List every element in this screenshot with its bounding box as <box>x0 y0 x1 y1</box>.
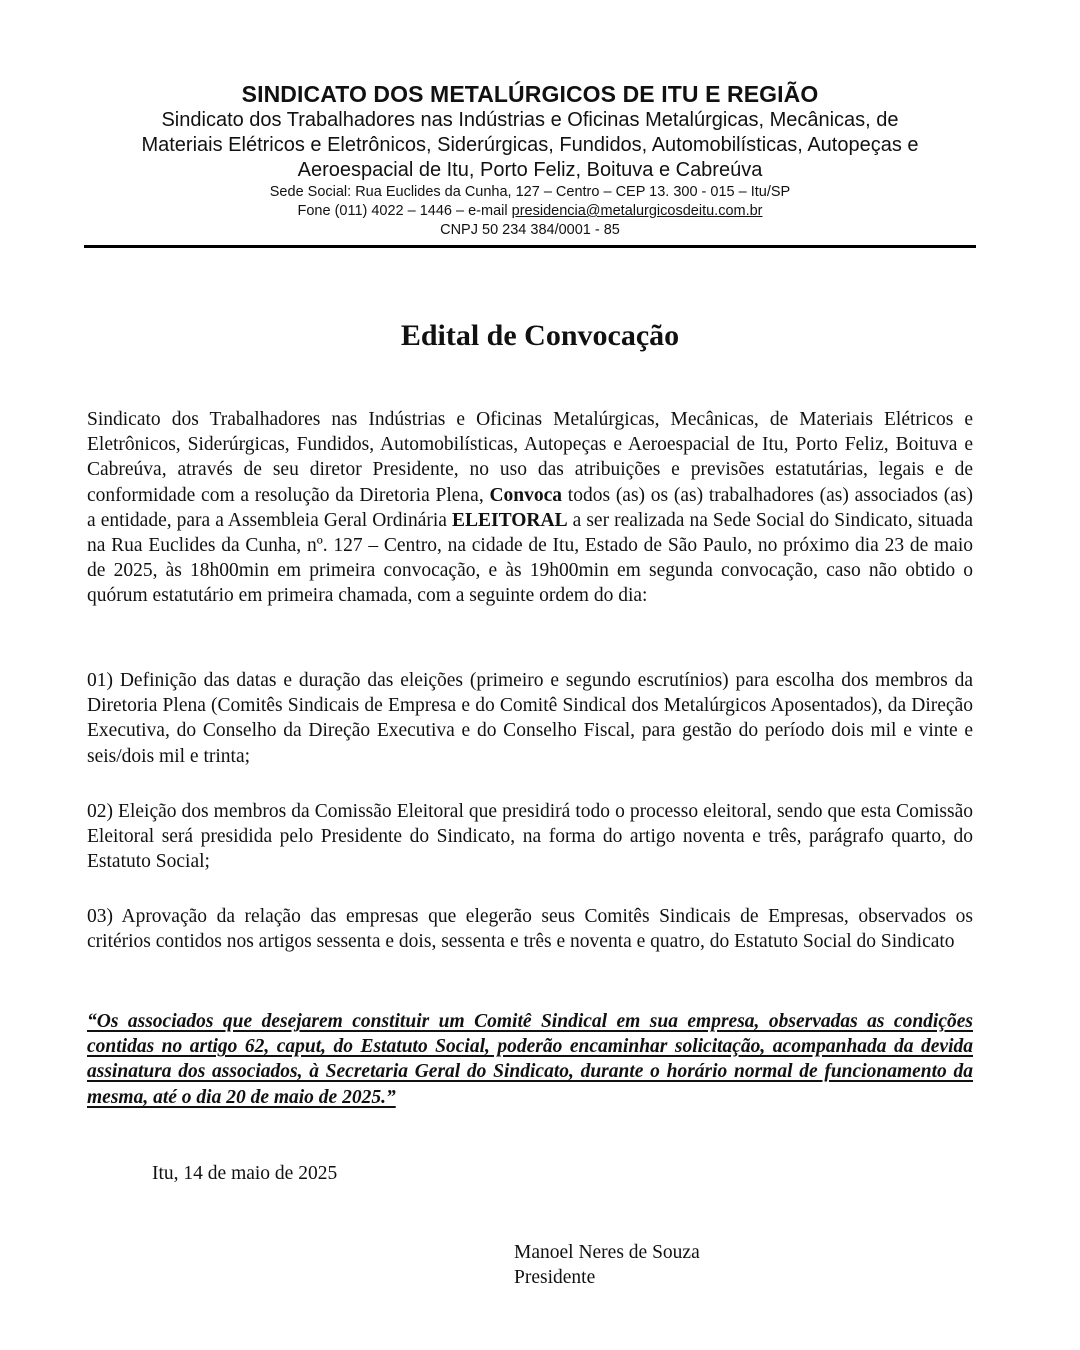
organization-full-name-line: Aeroespacial de Itu, Porto Feliz, Boituva e Cabreúva <box>297 159 763 181</box>
agenda-item-02: 02) Eleição dos membros da Comissão Eleitoral que presidirá todo o processo eleitoral, sendo que esta Comissão Eleitoral será presidida pelo Presidente do Sindicato, na forma do artigo noventa e três, parágrafo quarto, do Estatuto Social; <box>87 801 973 873</box>
signatory-role: Presidente <box>514 1267 596 1288</box>
organization-full-name-line: Materiais Elétricos e Eletrônicos, Siderúrgicas, Fundidos, Automobilísticas, Autopeças e <box>141 134 919 156</box>
intro-text: Sindicato dos Trabalhadores nas Indústrias e Oficinas Metalúrgicas, Mecânicas, de Materiais Elétricos e Eletrônicos, Siderúrgicas, Fundidos, Automobilísticas, Autopeças e Aeroespacial de Itu, Porto Feliz, Boituva e Cabreúva, através de seu diretor Presidente, no uso das atribuições e previsões estatutárias, legais e de conformidade com a resolução da Diretoria Plena, <box>87 409 973 506</box>
intro-text: todos (as) os (as) trabalhadores (as) associados (as) a entidade, para a Assembleia Geral Ordinária <box>87 484 974 531</box>
intro-bold-convoca: Convoca <box>489 484 563 506</box>
signature-block <box>514 1240 700 1290</box>
address-line: Sede Social: Rua Euclides da Cunha, 127 – Centro – CEP 13. 300 - 015 – Itu/SP <box>269 184 791 200</box>
phone-text: Fone (011) 4022 – 1446 – e-mail <box>297 203 512 219</box>
letterhead <box>84 80 976 240</box>
organization-full-name-line: Sindicato dos Trabalhadores nas Indústrias e Oficinas Metalúrgicas, Mecânicas, de <box>161 109 899 131</box>
agenda-item-01: 01) Definição das datas e duração das eleições (primeiro e segundo escrutínios) para escolha dos membros da Diretoria Plena (Comitês Sindicais de Empresa e do Comitê Sindical dos Metalúrgicos Aposentados), da Direção Executiva, do Conselho da Direção Executiva e do Conselho Fiscal, para gestão do período dois mil e vinte e seis/dois mil e trinta; <box>87 670 973 767</box>
email-link[interactable]: presidencia@metalurgicosdeitu.com.br <box>511 203 763 219</box>
cnpj-line: CNPJ 50 234 384/0001 - 85 <box>440 222 620 238</box>
organization-name: SINDICATO DOS METALÚRGICOS DE ITU E REGIÃO <box>241 81 819 107</box>
intro-paragraph <box>87 407 973 609</box>
signatory-name: Manoel Neres de Souza <box>514 1242 700 1263</box>
header-divider <box>84 245 976 248</box>
intro-text: a ser realizada na Sede Social do Sindicato, situada na Rua Euclides da Cunha, nº. 127 – Centro, na cidade de Itu, Estado de São Paulo, no próximo dia 23 de maio de 2025, às 18h00min em primeira convocação, e às 19h00min em segunda convocação, caso não obtido o quórum estatutário em primeira chamada, com a seguinte ordem do dia: <box>87 509 973 607</box>
intro-bold-eleitoral: ELEITORAL <box>451 509 568 531</box>
phone-email-line <box>84 202 976 221</box>
agenda-item-03: 03) Aprovação da relação das empresas que elegerão seus Comitês Sindicais de Empresas, observados os critérios contidos nos artigos sessenta e dois, sessenta e três e noventa e quatro, do Estatuto Social do Sindicato <box>87 906 973 953</box>
place-date: Itu, 14 de maio de 2025 <box>152 1163 338 1184</box>
document-title: Edital de Convocação <box>400 319 680 352</box>
committee-notice: “Os associados que desejarem constituir um Comitê Sindical em sua empresa, observadas as condições contidas no artigo 62, caput, do Estatuto Social, poderão encaminhar solicitação, acompanhada da devida assinatura dos associados, à Secretaria Geral do Sindicato, durante o horário normal de funcionamento da mesma, até o dia 20 de maio de 2025.” <box>87 1011 973 1108</box>
